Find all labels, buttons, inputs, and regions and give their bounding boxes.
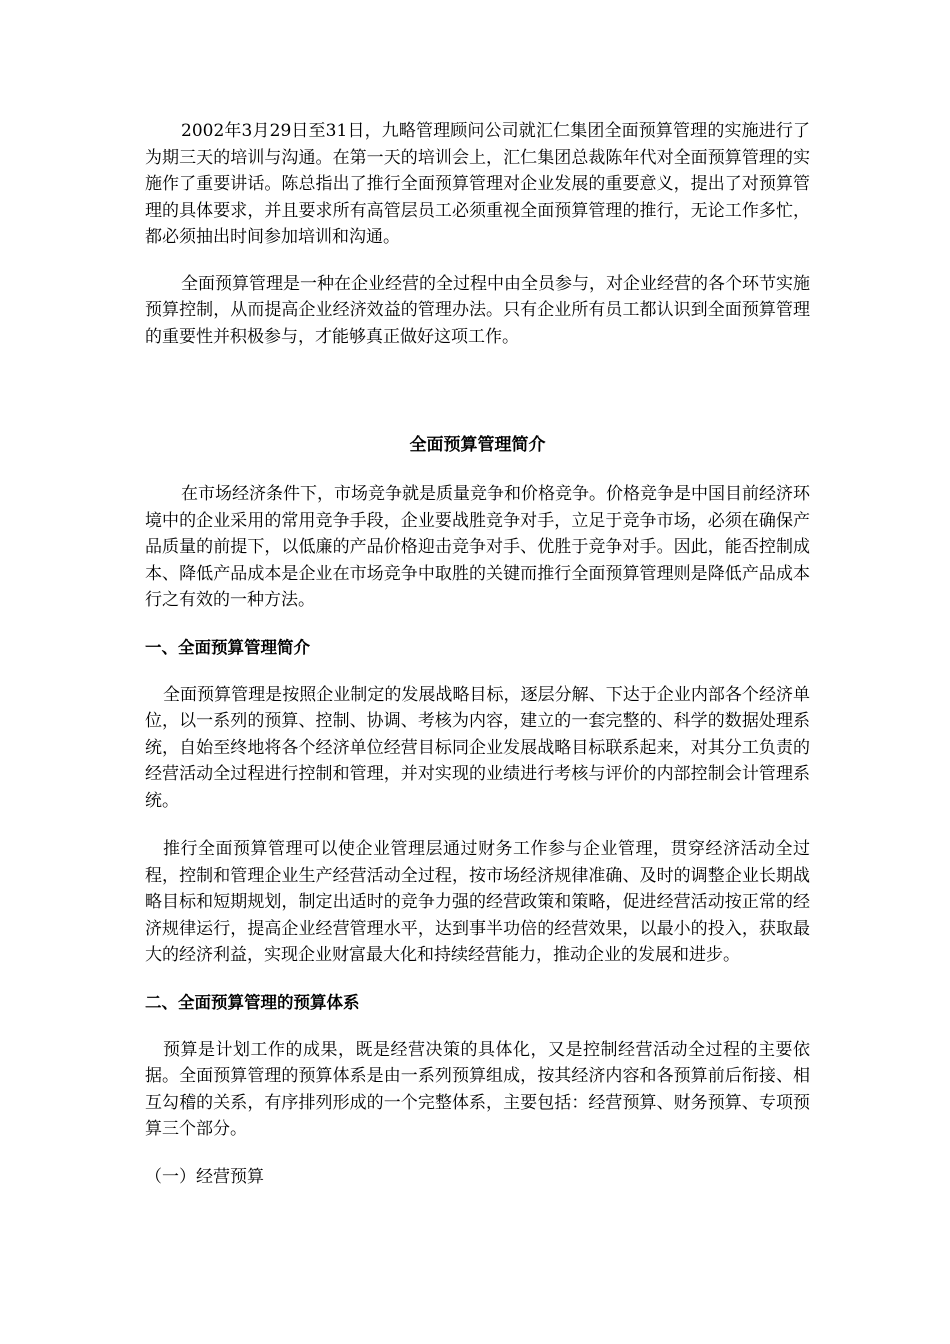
intro-paragraph-1: 2002年3月29日至31日，九略管理顾问公司就汇仁集团全面预算管理的实施进行了为期三天的培训与沟通。在第一天的培训会上，汇仁集团总裁陈年代对全面预算管理的实施作了重要讲话。陈总指出了推行全面预算管理对企业发展的重要意义，提出了对预算管理的具体要求，并且要求所有高管层员工必须重视全面预算管理的推行，无论工作多忙，都必须抽出时间参加培训和沟通。 <box>145 121 810 247</box>
section-1-paragraph-2: 推行全面预算管理可以使企业管理层通过财务工作参与企业管理，贯穿经济活动全过程，控制和管理企业生产经营活动全过程，按市场经济规律准确、及时的调整企业长期战略目标和短期规划，制定出适时的竞争力强的经营政策和策略，促进经营活动按正常的经济规律运行，提高企业经营管理水平，达到事半功倍的经营效果，以最小的投入，获取最大的经济利益，实现企业财富最大化和持续经营能力，推动企业的发展和进步。 <box>145 839 810 965</box>
section-1-paragraph-1: 全面预算管理是按照企业制定的发展战略目标，逐层分解、下达于企业内部各个经济单位，以一系列的预算、控制、协调、考核为内容，建立的一套完整的、科学的数据处理系统，自始至终地将各个经济单位经营目标同企业发展战略目标联系起来，对其分工负责的经营活动全过程进行控制和管理，并对实现的业绩进行考核与评价的内部控制会计管理系统。 <box>145 684 810 811</box>
document-page <box>145 118 810 1190</box>
section-1-heading: 一、全面预算管理简介 <box>145 637 310 657</box>
document-title: 全面预算管理简介 <box>409 435 546 455</box>
intro-paragraph-2: 全面预算管理是一种在企业经营的全过程中由全员参与，对企业经营的各个环节实施预算控制，从而提高企业经济效益的管理办法。只有企业所有员工都认识到全面预算管理的重要性并积极参与，才能够真正做好这项工作。 <box>145 273 810 347</box>
section-2-paragraph: 预算是计划工作的成果，既是经营决策的具体化，又是控制经营活动全过程的主要依据。全面预算管理的预算体系是由一系列预算组成，按其经济内容和各预算前后衔接、相互勾稽的关系，有序排列形成的一个完整体系，主要包括：经营预算、财务预算、专项预算三个部分。 <box>145 1039 810 1139</box>
section-2-subheading: （一）经营预算 <box>145 1166 264 1187</box>
section-2-heading: 二、全面预算管理的预算体系 <box>145 992 360 1012</box>
title-paragraph: 在市场经济条件下，市场竞争就是质量竞争和价格竞争。价格竞争是中国目前经济环境中的企业采用的常用竞争手段，企业要战胜竞争对手，立足于竞争市场，必须在确保产品质量的前提下，以低廉的产品价格迎击竞争对手、优胜于竞争对手。因此，能否控制成本、降低产品成本是企业在市场竞争中取胜的关键而推行全面预算管理则是降低产品成本行之有效的一种方法。 <box>145 484 810 610</box>
